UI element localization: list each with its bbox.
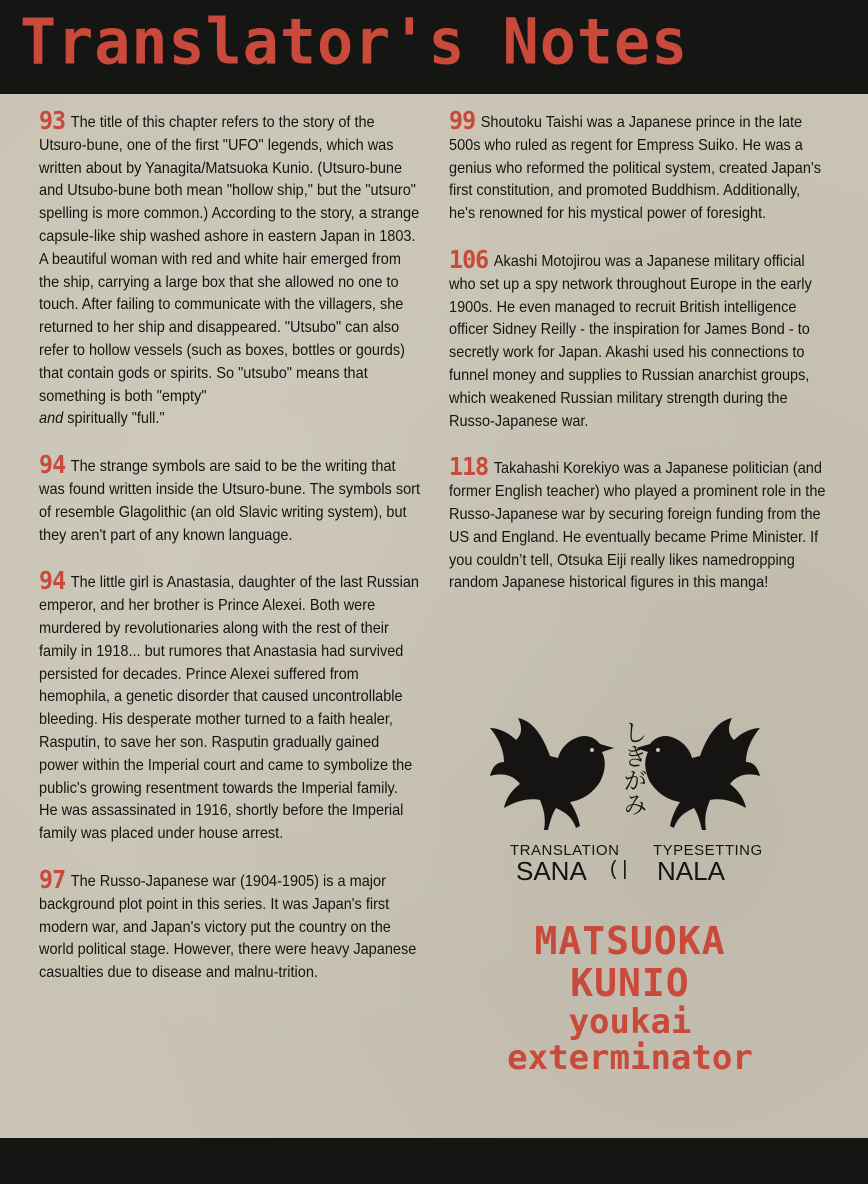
- note-text: The little girl is Anastasia, daughter of the last Russian emperor, and her brother is Prince Alexei. Both were murdered by revolutionaries along with the rest of their family in 1918... but rumores that Anastasia had survived persisted for decades. Prince Alexei suffered from hemophila, a genetic disorder that caused uncontrollable bleeding. His desperate mother turned to a faith healer, Rasputin, to save her son. Rasputin gradually gained power within the Imperial court and came to symbolize the public's growing resentment towards the Imperial family. He was assassinated in 1916, shortly before the Imperial family was placed under house arrest.: [39, 574, 419, 843]
- note-text: The strange symbols are said to be the writing that was found written inside the Utsuro-bune. The symbols sort of resemble Glagolithic (an old Slavic writing system), but they aren't part of any known language.: [39, 458, 421, 544]
- typesetter-name: NALA: [657, 856, 725, 886]
- logo-mark: ( |: [610, 858, 628, 880]
- logo-kana: しきがみ: [619, 720, 647, 816]
- note-p94-symbols: [39, 450, 421, 547]
- note-p106: [449, 244, 830, 433]
- crow-right-icon: [630, 718, 760, 838]
- header-bar: [0, 0, 868, 94]
- note-text: The title of this chapter refers to the story of the Utsuro-bune, one of the first "UFO" legends, which was written about by Yanagita/Matsuoka Kunio. (Utsuro-bune and Utsubo-bune both mean "hollow ship," but the "utsuro" spelling is more common.) According to the story, a strange capsule-like ship washed ashore in eastern Japan in 1803. A beautiful woman with red and white hair emerged from the ship, carrying a large box that she allowed no one to touch. After failing to communicate with the villagers, she returned to her ship and disappeared. "Utsubo" can also refer to hollow vessels (such as boxes, bottles or gourds) that contain gods or spirits. So "utsubo" means that something is both "empty": [39, 114, 420, 405]
- notes-column-left: [39, 106, 421, 1008]
- note-p93: [39, 106, 420, 431]
- series-title-block: [470, 920, 790, 1076]
- scanlation-credits-logo: [490, 718, 763, 888]
- note-p99: [449, 106, 830, 226]
- note-text: Akashi Motojirou was a Japanese military official who set up a spy network throughout Europe in the early 1900s. He even managed to recruit British intelligence officer Sidney Reilly - the inspiration for James Bond - to secretly work for Japan. Akashi used his connections to funnel money and supplies to Russian anarchist groups, which weakened Russian military strength during the Russo-Japanese war.: [449, 252, 812, 430]
- crow-left-icon: [490, 718, 620, 838]
- note-text: The Russo-Japanese war (1904-1905) is a major background plot point in this series. It was Japan's first modern war, and Japan's victory put the country on the world political stage. However, there were heavy Japanese casualties due to disease and malnu-trition.: [39, 872, 417, 982]
- note-page-number: 106: [449, 244, 489, 274]
- note-text: Shoutoku Taishi was a Japanese prince in the late 500s who ruled as regent for Empress Suiko. He was a genius who reformed the political system, created Japan's first constitution, and promoted Buddhism. Additionally, he's renowned for his mystical power of foresight.: [449, 114, 821, 223]
- note-page-number: 118: [449, 452, 489, 482]
- footer-bar: [0, 1138, 868, 1184]
- series-subtitle-youkai: youkai: [568, 1002, 692, 1042]
- series-subtitle-exterminator: exterminator: [507, 1038, 753, 1078]
- note-page-number: 94: [39, 566, 66, 596]
- note-p97: [39, 864, 420, 985]
- series-title: MATSUOKA KUNIO: [534, 919, 726, 1005]
- notes-column-right: [449, 106, 829, 618]
- note-p118: [449, 452, 830, 595]
- note-emphasis: and: [39, 410, 64, 428]
- page-title: Translator's Notes: [20, 6, 689, 80]
- note-page-number: 99: [449, 106, 476, 135]
- typesetting-label: TYPESETTING: [653, 842, 763, 859]
- translation-label: TRANSLATION: [510, 842, 620, 859]
- note-p94-anastasia: [39, 566, 420, 846]
- note-page-number: 93: [39, 106, 66, 135]
- note-text-end: spiritually "full.": [67, 410, 165, 428]
- note-page-number: 97: [39, 864, 66, 894]
- translator-name: SANA: [516, 856, 587, 886]
- note-text: Takahashi Korekiyo was a Japanese politician (and former English teacher) who played a prominent role in the Russo-Japanese war by securing foreign funding from the US and England. He eventually became Prime Minister. If you couldn’t tell, Otsuka Eiji really likes namedropping random Japanese historical figures in this manga!: [449, 460, 826, 592]
- note-page-number: 94: [39, 450, 66, 480]
